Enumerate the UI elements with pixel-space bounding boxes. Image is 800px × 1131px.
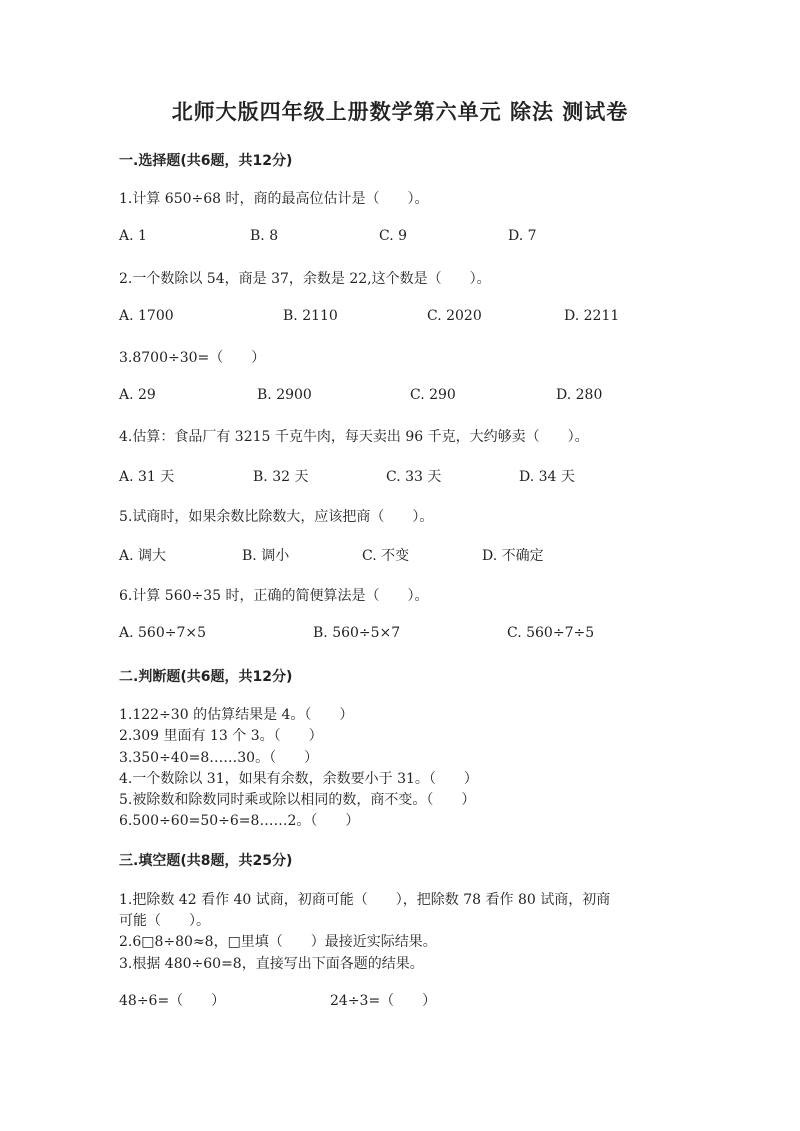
fill-blank-item: 2.6□8÷80≈8，□里填（ ）最接近实际结果。	[119, 934, 437, 950]
option-c: C. 290	[410, 387, 456, 403]
option-d: D. 34 天	[519, 469, 575, 485]
option-b: B. 32 天	[253, 469, 309, 485]
judgement-item: 3.350÷40=8……30。（ ）	[119, 750, 319, 766]
option-b: B. 8	[250, 228, 279, 244]
question-text: 5.试商时，如果余数比除数大，应该把商（ ）。	[119, 509, 434, 525]
option-c: C. 560÷7÷5	[507, 625, 595, 641]
judgement-item: 6.500÷60=50÷6=8……2。（ ）	[119, 813, 360, 829]
option-b: B. 调小	[242, 548, 290, 564]
judgement-item: 2.309 里面有 13 个 3。（ ）	[119, 728, 323, 744]
question-text: 4.估算：食品厂有 3215 千克牛肉，每天卖出 96 千克，大约够卖（ ）。	[119, 429, 589, 445]
option-a: A. 调大	[119, 548, 167, 564]
question-text: 3.8700÷30=（ ）	[119, 350, 266, 366]
fill-blank-subitem: 24÷3=（ ）	[330, 993, 437, 1009]
section-heading-choice: 一.选择题(共6题，共12分)	[119, 153, 293, 169]
option-d: D. 2211	[564, 308, 620, 324]
page-title: 北师大版四年级上册数学第六单元 除法 测试卷	[171, 100, 629, 124]
option-b: B. 560÷5×7	[313, 625, 401, 641]
option-d: D. 7	[508, 228, 537, 244]
fill-blank-subitem: 48÷6=（ ）	[119, 993, 226, 1009]
option-d: D. 280	[556, 387, 603, 403]
option-b: B. 2900	[257, 387, 312, 403]
fill-blank-item: 3.根据 480÷60=8，直接写出下面各题的结果。	[119, 956, 424, 972]
fill-blank-item: 可能（ ）。	[119, 913, 210, 929]
fill-blank-item: 1.把除数 42 看作 40 试商，初商可能（ ），把除数 78 看作 80 试商，初商	[119, 892, 611, 908]
option-d: D. 不确定	[482, 548, 544, 564]
option-a: A. 560÷7×5	[119, 625, 207, 641]
section-heading-fill-blank: 三.填空题(共8题，共25分)	[119, 853, 293, 869]
option-a: A. 1	[119, 228, 147, 244]
question-text: 2.一个数除以 54，商是 37，余数是 22,这个数是（ ）。	[119, 271, 491, 287]
option-b: B. 2110	[283, 308, 338, 324]
judgement-item: 4.一个数除以 31，如果有余数，余数要小于 31。（ ）	[119, 771, 478, 787]
question-text: 1.计算 650÷68 时，商的最高位估计是（ ）。	[119, 191, 429, 207]
option-a: A. 1700	[119, 308, 174, 324]
option-c: C. 不变	[362, 548, 410, 564]
option-a: A. 31 天	[119, 469, 175, 485]
judgement-item: 1.122÷30 的估算结果是 4。（ ）	[119, 707, 354, 723]
section-heading-judgement: 二.判断题(共6题，共12分)	[119, 669, 293, 685]
option-a: A. 29	[119, 387, 156, 403]
judgement-item: 5.被除数和除数同时乘或除以相同的数，商不变。（ ）	[119, 792, 476, 808]
option-c: C. 33 天	[386, 469, 442, 485]
option-c: C. 2020	[427, 308, 482, 324]
question-text: 6.计算 560÷35 时，正确的简便算法是（ ）。	[119, 588, 429, 604]
option-c: C. 9	[379, 228, 408, 244]
